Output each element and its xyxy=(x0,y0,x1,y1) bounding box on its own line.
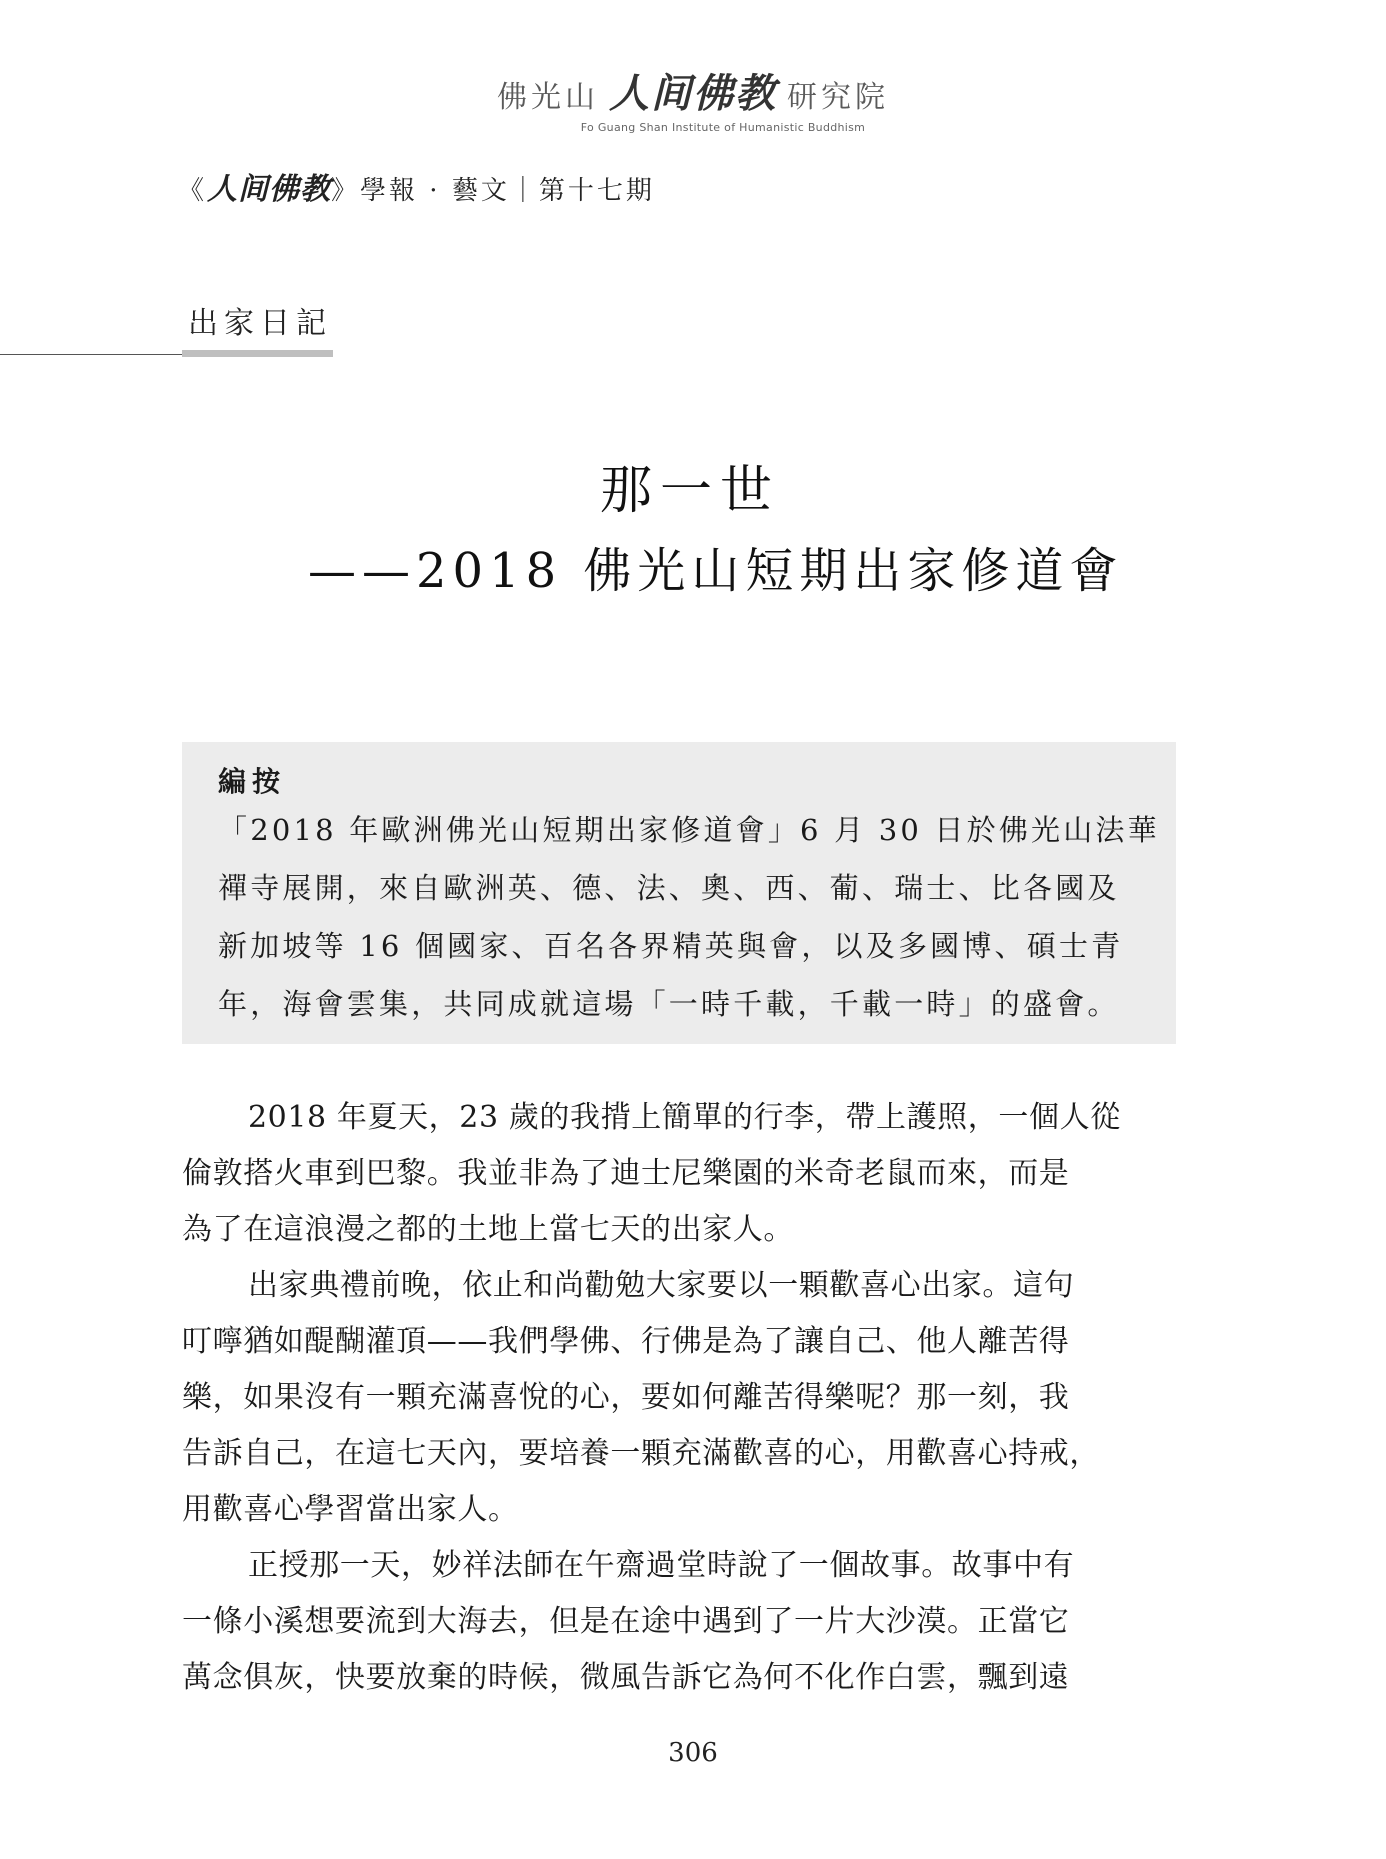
running-head xyxy=(178,164,655,208)
editor-note-line: 「2018 年歐洲佛光山短期出家修道會」6 月 30 日於佛光山法華 xyxy=(218,813,1160,847)
body-line: 2018 年夏天，23 歲的我揹上簡單的行李，帶上護照，一個人從 xyxy=(248,1100,1121,1135)
editor-note-box xyxy=(182,742,1176,1044)
body-line: 出家典禮前晚，依止和尚勸勉大家要以一顆歡喜心出家。這句 xyxy=(248,1268,1075,1303)
body-line: 為了在這浪漫之都的土地上當七天的出家人。 xyxy=(182,1212,794,1247)
editor-note-line: 新加坡等 16 個國家、百名各界精英與會，以及多國博、碩士青 xyxy=(218,929,1124,963)
body-line: 正授那一天，妙祥法師在午齋過堂時說了一個故事。故事中有 xyxy=(248,1548,1075,1583)
body-line: 叮嚀猶如醍醐灌頂——我們學佛、行佛是為了讓自己、他人離苦得 xyxy=(182,1324,1070,1359)
institute-logo-header xyxy=(0,62,1386,134)
section-rule-thick xyxy=(182,350,333,357)
body-line: 告訴自己，在這七天內，要培養一顆充滿歡喜的心，用歡喜心持戒， xyxy=(182,1436,1100,1471)
institute-logo xyxy=(497,62,889,119)
body-line: 用歡喜心學習當出家人。 xyxy=(182,1492,519,1527)
editor-note-label: 編按 xyxy=(218,765,287,798)
logo-text-right: 研究院 xyxy=(787,80,889,115)
editor-note-line: 年，海會雲集，共同成就這場「一時千載，千載一時」的盛會。 xyxy=(218,987,1120,1021)
journal-calligraphy: 人间佛教 xyxy=(207,172,332,207)
body-line: 萬念俱灰，快要放棄的時候，微風告訴它為何不化作白雲，飄到遠 xyxy=(182,1660,1070,1695)
running-head-close-bracket: 》 xyxy=(331,176,361,206)
body-line: 樂，如果沒有一顆充滿喜悅的心，要如何離苦得樂呢？那一刻，我 xyxy=(182,1380,1070,1415)
body-line: 倫敦搭火車到巴黎。我並非為了迪士尼樂園的米奇老鼠而來，而是 xyxy=(182,1156,1070,1191)
running-head-text: 學報 · 藝文｜第十七期 xyxy=(360,176,655,206)
article-title: 那一世 xyxy=(600,461,781,521)
logo-text-left: 佛光山 xyxy=(497,80,599,115)
page-number: 306 xyxy=(668,1738,718,1768)
logo-calligraphy: 人间佛教 xyxy=(609,70,777,117)
logo-english-name: Fo Guang Shan Institute of Humanistic Buddhism xyxy=(580,121,866,134)
article-subtitle: ——2018 佛光山短期出家修道會 xyxy=(308,543,1124,599)
section-label: 出家日記 xyxy=(188,306,332,341)
body-line: 一條小溪想要流到大海去，但是在途中遇到了一片大沙漠。正當它 xyxy=(182,1604,1070,1639)
editor-note-line: 禪寺展開，來自歐洲英、德、法、奧、西、葡、瑞士、比各國及 xyxy=(218,871,1120,905)
running-head-open-bracket: 《 xyxy=(178,176,208,206)
